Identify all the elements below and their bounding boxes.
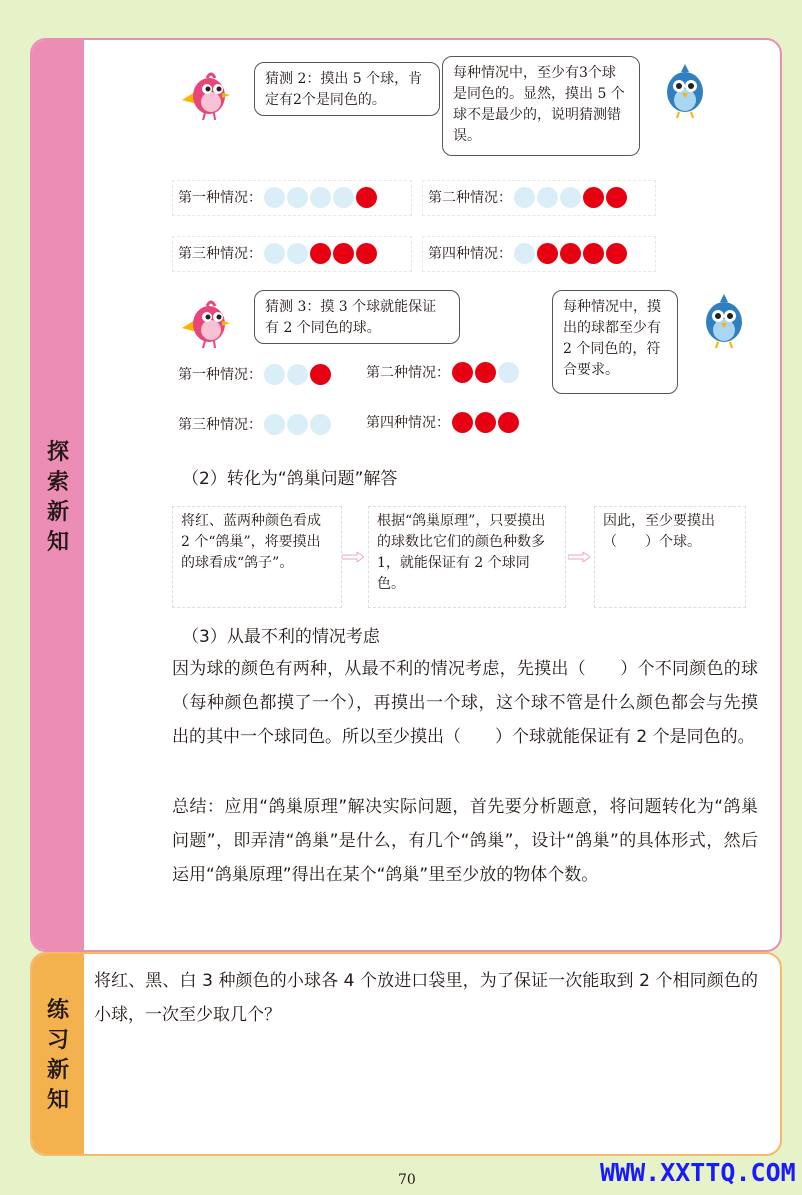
red-ball-icon bbox=[475, 412, 496, 433]
pink-bird-icon bbox=[177, 62, 237, 122]
case5-label-2: 第二种情况： bbox=[428, 190, 512, 206]
guess3-bubble: 猜测 3：摸 3 个球就能保证有 2 个同色的球。 bbox=[254, 290, 460, 344]
flow-step-3: 因此，至少要摸出（ ）个球。 bbox=[594, 506, 746, 608]
red-ball-icon bbox=[537, 243, 558, 264]
summary-text: 总结：应用“鸽巢原理”解决实际问题，首先要分析题意，将问题转化为“鸽巢问题”，即弄清“鸽巢”是什么，有几个“鸽巢”，设计“鸽巢”的具体形式，然后运用“鸽巢原理”得出在某个“鸽巢”里至少放的物体个数。 bbox=[172, 797, 758, 885]
practice-tab-char-4: 知 bbox=[46, 1088, 69, 1113]
section3-text: 因为球的颜色有两种，从最不利的情况考虑，先摸出（ ）个不同颜色的球（每种颜色都摸了一个），再摸出一个球，这个球不管是什么颜色都会与先摸出的其中一个球同色。所以至少摸出（ ）个球就能保证有 2 个是同色的。 bbox=[172, 659, 758, 747]
section3-title: （3）从最不利的情况考虑 bbox=[182, 627, 380, 647]
blue-bird-icon-2 bbox=[696, 290, 752, 350]
red-ball-icon bbox=[333, 243, 354, 264]
blue-ball-icon bbox=[287, 364, 308, 385]
blue-ball-icon bbox=[287, 414, 308, 435]
blue-ball-icon bbox=[264, 187, 285, 208]
blue-ball-icon bbox=[287, 243, 308, 264]
flow-step-2: 根据“鸽巢原理”，只要摸出的球数比它们的颜色种数多 1，就能保证有 2 个球同色。 bbox=[368, 506, 566, 608]
blue-ball-icon bbox=[310, 187, 331, 208]
red-ball-icon bbox=[310, 364, 331, 385]
reply2-bubble: 每种情况中，至少有3个球是同色的。显然，摸出 5 个球不是最少的，说明猜测错误。 bbox=[442, 56, 640, 156]
guess2-bubble: 猜测 2：摸出 5 个球，肯定有2个是同色的。 bbox=[254, 62, 440, 116]
reply3-bubble: 每种情况中，摸出的球都至少有 2 个同色的，符合要求。 bbox=[552, 290, 678, 394]
pink-bird-icon-2 bbox=[177, 290, 237, 350]
blue-ball-icon bbox=[310, 414, 331, 435]
practice-tab-char-3: 新 bbox=[46, 1058, 69, 1083]
red-ball-icon bbox=[356, 187, 377, 208]
case5-row-3 bbox=[178, 237, 377, 269]
blue-ball-icon bbox=[264, 364, 285, 385]
case3-row-1 bbox=[178, 358, 331, 390]
red-ball-icon bbox=[356, 243, 377, 264]
case5-label-1: 第一种情况： bbox=[178, 190, 262, 206]
case5-row-4 bbox=[428, 237, 627, 269]
watermark: WWW.XXTTQ.COM bbox=[600, 1158, 796, 1187]
case5-label-4: 第四种情况： bbox=[428, 246, 512, 262]
arrow-right-icon-2 bbox=[568, 552, 590, 562]
blue-ball-icon bbox=[333, 187, 354, 208]
case3-dots-3 bbox=[264, 414, 331, 435]
explore-tab-char-2: 索 bbox=[46, 470, 69, 495]
red-ball-icon bbox=[560, 243, 581, 264]
case3-label-2: 第二种情况： bbox=[366, 365, 450, 381]
blue-ball-icon bbox=[537, 187, 558, 208]
page-number: 70 bbox=[398, 1172, 416, 1188]
case5-dots-3 bbox=[264, 243, 377, 264]
red-ball-icon bbox=[606, 243, 627, 264]
red-ball-icon bbox=[498, 412, 519, 433]
case3-row-3 bbox=[178, 408, 331, 440]
red-ball-icon bbox=[583, 243, 604, 264]
blue-ball-icon bbox=[514, 187, 535, 208]
explore-panel bbox=[30, 38, 782, 952]
practice-question: 将红、黑、白 3 种颜色的小球各 4 个放进口袋里，为了保证一次能取到 2 个相同颜色的小球，一次至少取几个？ bbox=[94, 971, 758, 1025]
blue-ball-icon bbox=[264, 414, 285, 435]
explore-tab-char-4: 知 bbox=[46, 530, 69, 555]
blue-ball-icon bbox=[514, 243, 535, 264]
case5-row-2 bbox=[428, 181, 627, 213]
blue-ball-icon bbox=[498, 362, 519, 383]
section2-title: （2）转化为“鸽巢问题”解答 bbox=[182, 469, 398, 489]
blue-ball-icon bbox=[560, 187, 581, 208]
case5-dots-1 bbox=[264, 187, 377, 208]
case3-row-4 bbox=[366, 406, 519, 438]
case5-label-3: 第三种情况： bbox=[178, 246, 262, 262]
case3-label-1: 第一种情况： bbox=[178, 367, 262, 383]
case3-label-4: 第四种情况： bbox=[366, 415, 450, 431]
practice-panel bbox=[30, 952, 782, 1156]
case3-dots-2 bbox=[452, 362, 519, 383]
blue-ball-icon bbox=[264, 243, 285, 264]
red-ball-icon bbox=[475, 362, 496, 383]
red-ball-icon bbox=[452, 412, 473, 433]
explore-tab bbox=[32, 40, 84, 950]
red-ball-icon bbox=[310, 243, 331, 264]
case5-dots-2 bbox=[514, 187, 627, 208]
case3-dots-4 bbox=[452, 412, 519, 433]
blue-bird-icon bbox=[657, 60, 713, 120]
explore-tab-char-1: 探 bbox=[46, 440, 69, 465]
red-ball-icon bbox=[583, 187, 604, 208]
practice-tab-char-1: 练 bbox=[46, 998, 69, 1023]
flow-step-1: 将红、蓝两种颜色看成 2 个“鸽巢”，将要摸出的球看成“鸽子”。 bbox=[172, 506, 342, 608]
red-ball-icon bbox=[452, 362, 473, 383]
red-ball-icon bbox=[606, 187, 627, 208]
case3-dots-1 bbox=[264, 364, 331, 385]
case3-row-2 bbox=[366, 356, 519, 388]
arrow-right-icon bbox=[342, 552, 364, 562]
practice-tab-char-2: 习 bbox=[46, 1028, 69, 1053]
case3-label-3: 第三种情况： bbox=[178, 417, 262, 433]
blue-ball-icon bbox=[287, 187, 308, 208]
practice-tab bbox=[32, 954, 84, 1154]
case5-row-1 bbox=[178, 181, 377, 213]
case5-dots-4 bbox=[514, 243, 627, 264]
explore-tab-char-3: 新 bbox=[46, 500, 69, 525]
